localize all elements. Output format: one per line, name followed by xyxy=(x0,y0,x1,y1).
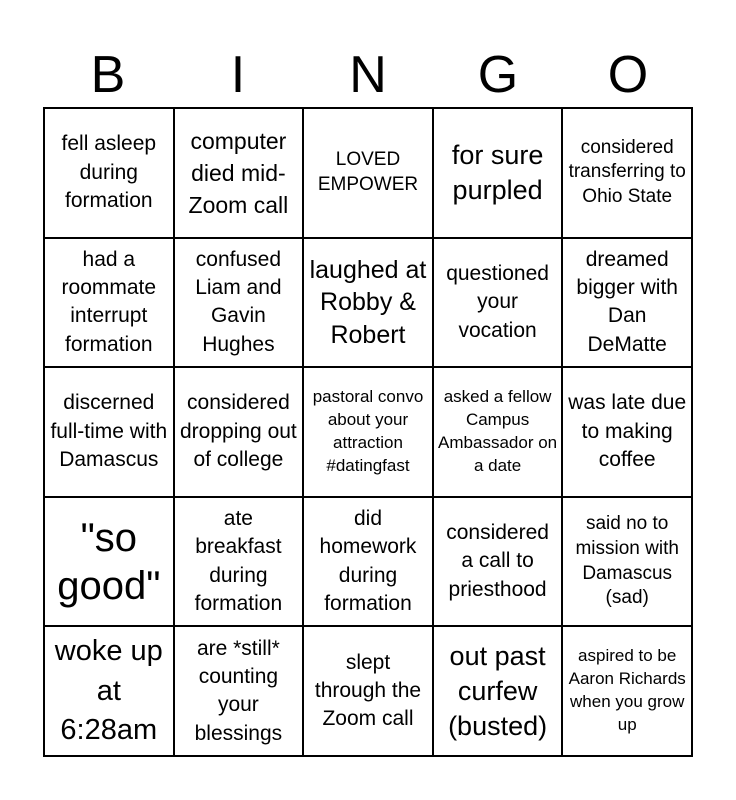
cell-text: dreamed bigger with Dan DeMatte xyxy=(576,247,678,356)
header-letter-o: O xyxy=(607,46,649,104)
bingo-cell[interactable] xyxy=(44,238,174,368)
header-letter-n: N xyxy=(349,46,387,104)
cell-text: was late due to making coffee xyxy=(568,391,687,472)
cell-text: for sure purpled xyxy=(451,139,544,205)
cell-text: out past curfew (busted) xyxy=(448,640,548,741)
header-letter-i: I xyxy=(230,46,246,104)
bingo-cell[interactable] xyxy=(433,108,563,238)
cell-text: questioned your vocation xyxy=(446,261,549,342)
cell-text: considered dropping out of college xyxy=(180,391,297,472)
cell-text: confused Liam and Gavin Hughes xyxy=(195,247,282,356)
bingo-cell[interactable] xyxy=(174,367,304,497)
bingo-cell[interactable] xyxy=(433,238,563,368)
cell-text: computer died mid-Zoom call xyxy=(188,127,289,218)
cell-text: slept through the Zoom call xyxy=(314,650,422,731)
cell-text: LOVED EMPOWER xyxy=(317,149,419,195)
cell-text: considered a call to priesthood xyxy=(446,521,549,601)
cell-text: laughed at Robby & Robert xyxy=(309,255,427,349)
bingo-cell[interactable] xyxy=(174,108,304,238)
header-letter-b: B xyxy=(90,46,126,104)
bingo-cell[interactable] xyxy=(562,497,692,627)
cell-text: ate breakfast during formation xyxy=(194,506,283,615)
bingo-header xyxy=(43,42,693,108)
bingo-cell[interactable] xyxy=(44,497,174,627)
bingo-grid xyxy=(43,107,693,757)
cell-text: asked a fellow Campus Ambassador on a date xyxy=(438,387,558,475)
bingo-cell[interactable] xyxy=(44,626,174,756)
bingo-cell[interactable] xyxy=(433,626,563,756)
cell-text: aspired to be Aaron Richards when you grow up xyxy=(568,646,686,735)
cell-text: considered transferring to Ohio State xyxy=(568,136,686,208)
cell-text: fell asleep during formation xyxy=(61,132,157,212)
bingo-cell[interactable] xyxy=(303,497,433,627)
bingo-cell[interactable] xyxy=(303,108,433,238)
cell-text: said no to mission with Damascus (sad) xyxy=(575,513,679,609)
header-letter-g: G xyxy=(477,46,519,104)
bingo-cell[interactable] xyxy=(562,108,692,238)
bingo-cell[interactable] xyxy=(562,367,692,497)
bingo-cell[interactable] xyxy=(44,108,174,238)
bingo-cell[interactable] xyxy=(303,626,433,756)
cell-text: pastoral convo about your attraction #datingfast xyxy=(312,387,424,475)
cell-text: had a roommate interrupt formation xyxy=(61,247,157,356)
cell-text: are *still* counting your blessings xyxy=(194,636,283,745)
cell-text: "so good" xyxy=(57,515,161,608)
bingo-cell[interactable] xyxy=(303,238,433,368)
bingo-cell[interactable] xyxy=(174,626,304,756)
bingo-cell[interactable] xyxy=(44,367,174,497)
bingo-cell[interactable] xyxy=(433,367,563,497)
bingo-cell[interactable] xyxy=(303,367,433,497)
cell-text: did homework during formation xyxy=(319,506,417,615)
cell-text: discerned full-time with Damascus xyxy=(50,391,168,472)
bingo-cell[interactable] xyxy=(174,238,304,368)
cell-text: woke up at 6:28am xyxy=(54,635,163,746)
bingo-cell[interactable] xyxy=(174,497,304,627)
bingo-cell[interactable] xyxy=(433,497,563,627)
bingo-cell[interactable] xyxy=(562,626,692,756)
bingo-cell[interactable] xyxy=(562,238,692,368)
